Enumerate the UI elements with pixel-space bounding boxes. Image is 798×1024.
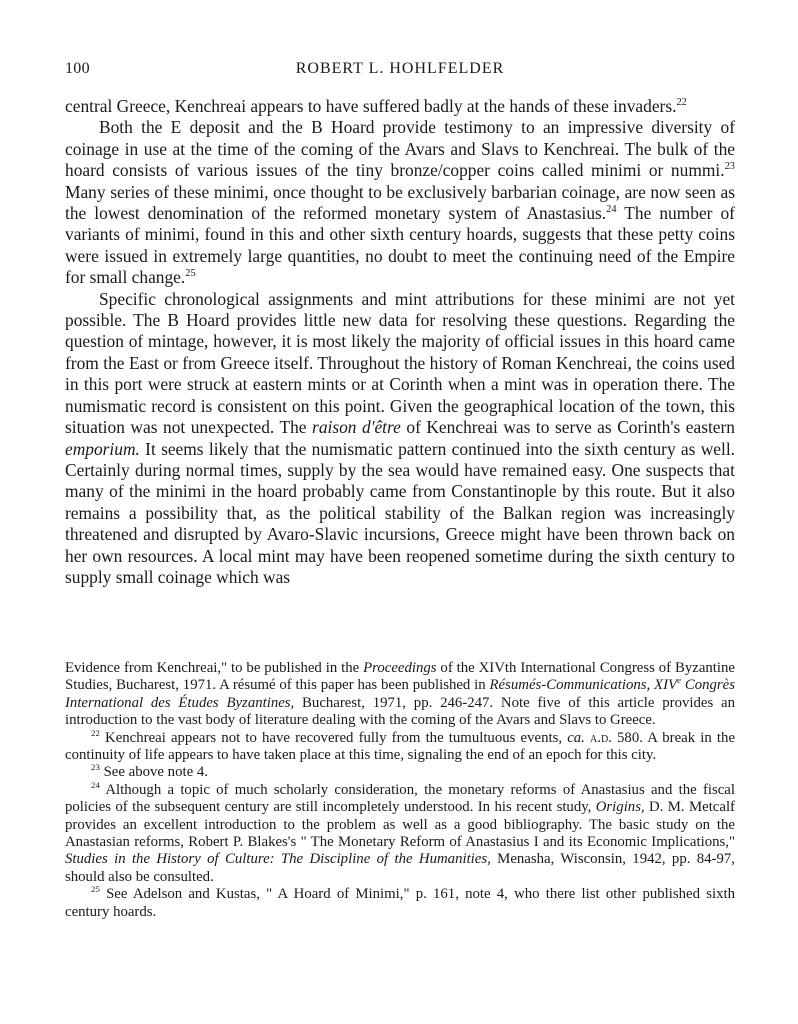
footnote-25-text: See Adelson and Kustas, " A Hoard of Minimi," p. 161, note 4, who there list other published sixth century hoards.	[65, 886, 735, 920]
footnote-24-c: Menasha, Wisconsin, 1942, pp. 84-97, should also be consulted.	[65, 851, 735, 885]
running-head: ROBERT L. HOHLFELDER	[295, 60, 505, 77]
footnote-22	[65, 727, 736, 765]
paragraph-3-italic-emporium: emporium.	[65, 438, 140, 459]
paragraph-2-sentence-2: Many series of these minimi, once thought to be exclusively barbarian coinage, are now seen as the lowest denomination of the reformed monetary system of Anastasius.	[65, 181, 735, 224]
footnote-ref-24: 24	[606, 204, 617, 216]
footnote-24-b: D. M. Metcalf provides an excellent introduction to the problem as well as a good bibliography. The basic study on the Anastasian reforms, Robert P. Blakes's " The Monetary Reform of Anastasius I and its Economic Implications,"	[65, 799, 735, 851]
footnote-23-text: See above note 4.	[99, 764, 208, 781]
footnote-22-number: 22	[91, 727, 100, 738]
footnote-ref-22: 22	[676, 97, 687, 109]
footnote-continued-superscript-e: e	[677, 675, 682, 686]
paragraph-3-italic-raison: raison d'être	[312, 417, 401, 438]
footnote-22-small-caps-ad: a.d.	[584, 729, 612, 746]
paragraph-2-sentence-3: The number of variants of minimi, found in this and other sixth century hoards, suggests that these petty coins were issued in extremely large quantities, no doubt to meet the continuing need of the Empire for small change.	[65, 203, 735, 288]
paragraph-3-part-a: Specific chronological assignments and mint attributions for these minimi are not yet possible. The B Hoard provides little new data for resolving these questions. Regarding the question of mintage, however, it is most likely the majority of official issues in this hoard came from the East or from Greece itself. Throughout the history of Roman Kenchreai, the coins used in this port were struck at eastern mints or at Corinth when a mint was in operation there. The numismatic record is consistent on this point. Given the geographical location of the town, this situation was not unexpected. The	[65, 288, 735, 438]
footnote-24-italic-studies: Studies in the History of Culture: The Discipline of the Humanities,	[65, 851, 491, 868]
paragraph-2-sentence-1: Both the E deposit and the B Hoard provide testimony to an impressive diversity of coinage in use at the time of the coming of the Avars and Slavs to Kenchreai. The bulk of the hoard consists of various issues of the tiny bronze/copper coins called minimi or nummi.	[65, 117, 735, 181]
paragraph-1	[65, 96, 735, 117]
paragraph-1-text: central Greece, Kenchreai appears to have suffered badly at the hands of these invaders.	[65, 96, 677, 116]
paragraph-3-part-b: of Kenchreai was to serve as Corinth's eastern	[400, 417, 736, 438]
page-number: 100	[65, 60, 90, 77]
footnote-23	[65, 764, 735, 781]
footnote-25-number: 25	[91, 884, 100, 895]
footnote-continued	[65, 660, 735, 730]
footnote-24-italic-origins: Origins,	[595, 799, 645, 816]
paragraph-3-part-c: It seems likely that the numismatic pattern continued into the sixth century as well. Certainly during normal times, supply by the sea would have remained easy. One suspects that many of the minimi in the hoard probably came from Constantinople by this route. But it also remains a possibility that, as the political stability of the Balkan region was increasingly threatened and disrupted by Avaro-Slavic incursions, Greece might have been thrown back on her own resources. A local mint may have been reopened sometime during the sixth century to supply small coinage which was	[65, 438, 735, 587]
paragraph-3	[65, 289, 735, 589]
footnote-23-number: 23	[91, 762, 100, 773]
footnote-22-italic-ca: ca.	[567, 729, 585, 746]
footnote-continued-c: Bucharest, 1971, pp. 246-247. Note five of this article provides an introduction to the vast body of literature dealing with the coming of the Avars and Slavs to Greece.	[65, 694, 735, 729]
footnote-ref-23: 23	[724, 161, 735, 173]
footnote-continued-b: of the XIVth International Congress of Byzantine Studies, Bucharest, 1971. A résumé of this paper has been published in	[65, 660, 735, 694]
footnote-24-a: Although a topic of much scholarly consideration, the monetary reforms of Anastasius and the fiscal policies of the subsequent century are still incompletely understood. In his recent study,	[65, 781, 735, 816]
paragraph-2	[65, 117, 735, 288]
main-text	[65, 96, 735, 588]
footnotes	[65, 660, 735, 921]
footnote-24-number: 24	[91, 779, 100, 790]
footnote-22-b: 580. A break in the continuity of life appears to have taken place at this time, signaling the end of an epoch for this city.	[65, 729, 736, 764]
footnote-22-a: Kenchreai appears not to have recovered fully from the tumultuous events,	[99, 729, 568, 746]
footnote-24	[65, 779, 735, 886]
footnote-continued-italic-congres: Congrès International des Études Byzantines,	[65, 677, 736, 711]
footnote-continued-italic-resumes: Résumés-Communications, XIV	[489, 677, 678, 694]
footnote-25	[65, 886, 735, 921]
footnote-ref-25: 25	[185, 268, 196, 280]
footnote-continued-a: Evidence from Kenchreai," to be published in the	[65, 660, 364, 676]
footnote-continued-italic-proceedings: Proceedings	[363, 660, 437, 676]
